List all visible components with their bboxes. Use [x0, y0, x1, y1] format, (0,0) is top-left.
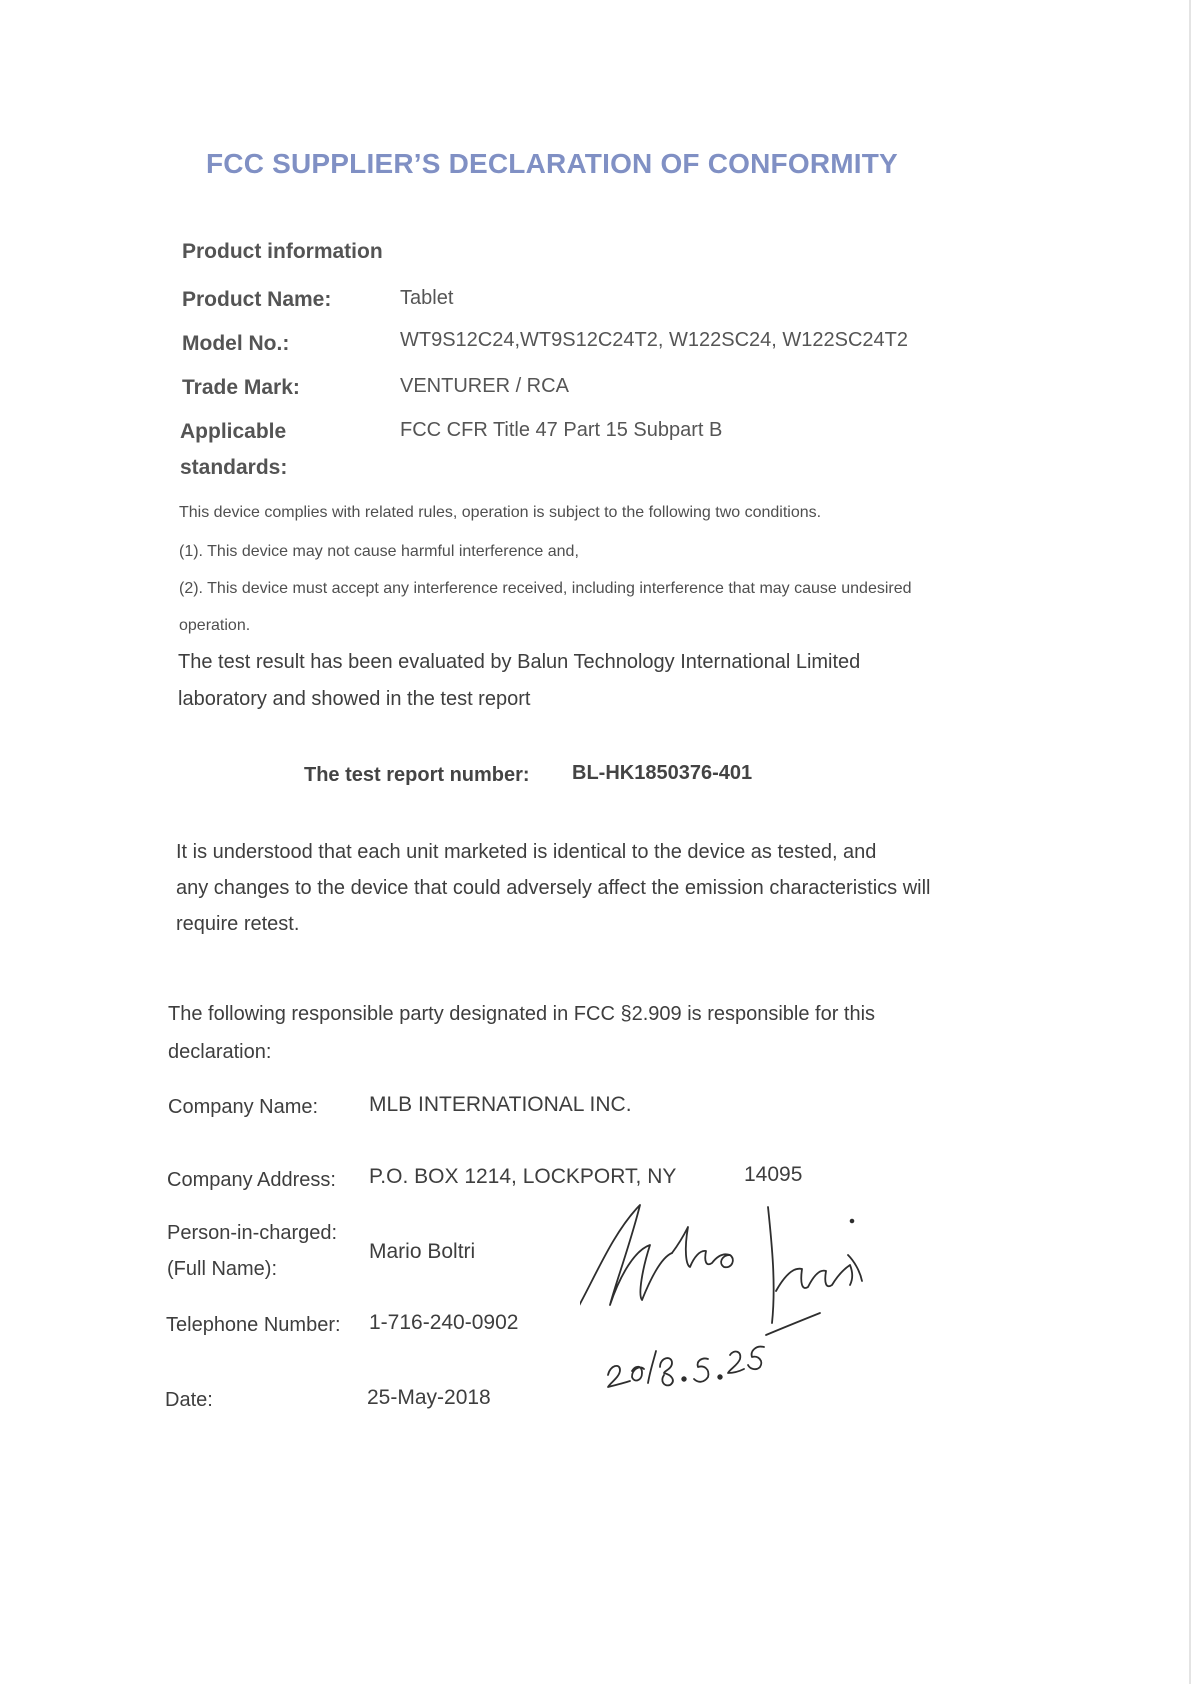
trade-mark-value: VENTURER / RCA — [400, 375, 569, 397]
phone-label: Telephone Number: — [166, 1314, 341, 1336]
product-name-label: Product Name: — [182, 288, 332, 311]
understood-line-1: It is understood that each unit marketed is identical to the device as tested, and — [176, 841, 877, 863]
date-value: 25-May-2018 — [367, 1386, 491, 1409]
handwritten-signature — [580, 1195, 910, 1395]
compliance-line-2: (1). This device may not cause harmful interference and, — [179, 543, 579, 560]
model-label: Model No.: — [182, 332, 290, 355]
person-label-line1: Person-in-charged: — [167, 1222, 338, 1244]
responsible-line-1: The following responsible party designated in FCC §2.909 is responsible for this — [168, 1003, 876, 1025]
standards-label-line1: Applicable — [180, 420, 287, 443]
compliance-line-3: (2). This device must accept any interference received, including interference that may cause undesired — [179, 580, 912, 597]
report-number-label: The test report number: — [304, 764, 530, 786]
compliance-line-4: operation. — [179, 617, 251, 634]
report-number-value: BL-HK1850376-401 — [572, 762, 753, 784]
evaluation-line-1: The test result has been evaluated by Balun Technology International Limited — [178, 651, 861, 673]
product-info-heading: Product information — [182, 240, 383, 263]
document-title: FCC SUPPLIER’S DECLARATION OF CONFORMITY — [206, 148, 898, 179]
person-value: Mario Boltri — [369, 1240, 476, 1263]
company-name-value: MLB INTERNATIONAL INC. — [369, 1093, 632, 1116]
company-name-label: Company Name: — [168, 1096, 319, 1118]
compliance-line-1: This device complies with related rules, operation is subject to the following two conditions. — [179, 504, 822, 521]
phone-value: 1-716-240-0902 — [369, 1311, 519, 1334]
date-label: Date: — [165, 1389, 213, 1411]
standards-value: FCC CFR Title 47 Part 15 Subpart B — [400, 419, 723, 441]
responsible-line-2: declaration: — [168, 1041, 272, 1063]
understood-line-2: any changes to the device that could adversely affect the emission characteristics will — [176, 877, 931, 899]
company-address-value: P.O. BOX 1214, LOCKPORT, NY — [369, 1165, 677, 1188]
standards-label-line2: standards: — [180, 456, 288, 479]
trade-mark-label: Trade Mark: — [182, 376, 300, 399]
company-address-label: Company Address: — [167, 1169, 336, 1191]
company-zip-value: 14095 — [744, 1163, 803, 1186]
person-label-line2: (Full Name): — [167, 1258, 278, 1280]
evaluation-line-2: laboratory and showed in the test report — [178, 688, 531, 710]
understood-line-3: require retest. — [176, 913, 300, 935]
model-value: WT9S12C24,WT9S12C24T2, W122SC24, W122SC24T2 — [400, 329, 908, 351]
product-name-value: Tablet — [400, 287, 454, 309]
